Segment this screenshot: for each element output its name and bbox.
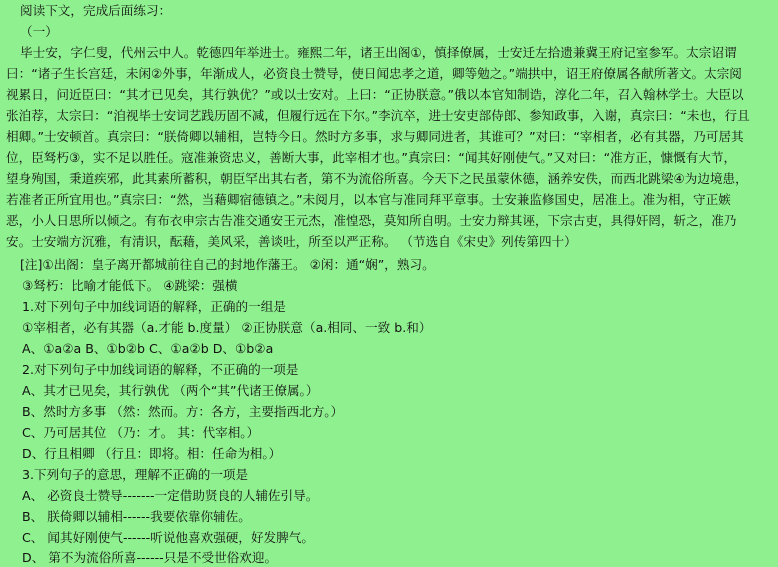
note-line: [注]①出阁：皇子离开都城前往自己的封地作藩王。 ②闲：通“娴”，熟习。 bbox=[20, 257, 435, 272]
passage-line: 相卿。”士安顿首。真宗曰：“朕倚卿以辅相，岂特今日。然时方多事，求与卿同进者，其谁可？”对曰：“宰相者，必有其器，乃可居其 bbox=[6, 129, 744, 144]
question-3-option-a: A、 必资良士赞导-------一定借助贤良的人辅佐引导。 bbox=[22, 488, 319, 503]
question-1-options: A、①a②a B、①b②b C、①a②b D、①b②a bbox=[22, 341, 274, 356]
passage-line: 位，臣驽朽③，实不足以胜任。寇准兼资忠义，善断大事，此宰相才也。”真宗曰：“闻其好刚使气。”又对曰：“准方正，慷慨有大节， bbox=[6, 150, 737, 165]
passage-line: 曰：“诸子生长宫廷，未闲②外事，年渐成人，必资良士赞导，使日闻忠孝之道，卿等勉之。”端拱中，诏王府僚属各献所著文。太宗阅 bbox=[6, 66, 742, 81]
question-1-stem: 1.对下列句子中加线词语的解释，正确的一组是 bbox=[22, 299, 286, 314]
question-3-stem: 3.下列句子的意思，理解不正确的一项是 bbox=[22, 467, 249, 482]
section-number: （一） bbox=[20, 24, 58, 39]
passage-line: 毕士安，字仁叟，代州云中人。乾德四年举进士。雍熙二年，诸王出阁①，慎择僚属，士安迁左拾遗兼冀王府记室参军。太宗诏谓 bbox=[20, 45, 737, 60]
passage-line: 恶，小人日思所以倾之。有布衣申宗古告准交通安王元杰，准惶恐，莫知所自明。士安力辩其诬，下宗古吏，具得奸罔，斩之，准乃 bbox=[6, 213, 737, 228]
question-3-option-c: C、 闻其好刚使气------听说他喜欢强硬，好发脾气。 bbox=[22, 530, 314, 545]
question-2-stem: 2.对下列句子中加线词语的解释，不正确的一项是 bbox=[22, 362, 299, 377]
question-1-items: ①宰相者，必有其器（a.才能 b.度量） ②正协朕意（a.相同、一致 b.和） bbox=[22, 320, 432, 335]
question-2-option-d: D、行且相卿 （行且：即将。相：任命为相。） bbox=[22, 446, 282, 461]
passage-line: 安。士安端方沉雅，有清识，酝藉，美风采，善谈吐，所至以严正称。 （节选自《宋史》列传第四十） bbox=[6, 234, 577, 249]
question-3-option-d: D、 第不为流俗所喜------只是不受世俗欢迎。 bbox=[22, 550, 278, 565]
question-3-option-b: B、 朕倚卿以辅相------我要依靠你辅佐。 bbox=[22, 509, 251, 524]
instruction-heading: 阅读下文，完成后面练习： bbox=[20, 3, 172, 18]
question-2-option-a: A、其才已见矣，其行孰优 （两个“其”代诸王僚属。） bbox=[22, 383, 319, 398]
passage-line: 望身殉国，秉道疾邪，此其素所蓄积，朝臣罕出其右者，第不为流俗所喜。今天下之民虽蒙休德，涵养安佚，而西北跳梁④为边境患， bbox=[6, 171, 748, 186]
question-2-option-b: B、然时方多事 （然：然而。方：各方，主要指西北方。） bbox=[22, 404, 344, 419]
passage-line: 若准者正所宜用也。”真宗曰：“然，当藉卿宿德镇之。”未阅月，以本官与准同拜平章事。士安兼监修国史，居准上。准为相，守正嫉 bbox=[6, 192, 731, 207]
passage-line: 张洎荐，太宗曰：“洎视毕士安词艺践历固不减，但履行远在下尔。”李沆卒，进士安吏部侍郎、参知政事，入谢，真宗曰：“未也，行且 bbox=[6, 108, 750, 123]
passage-line: 视累日，问近臣曰：“其才已见矣，其行孰优？”或以士安对。上曰：“正协朕意。”俄以本官知制诰，淳化二年，召入翰林学士。大臣以 bbox=[6, 87, 744, 102]
question-2-option-c: C、乃可居其位 （乃：才。 其：代宰相。） bbox=[22, 425, 260, 440]
note-line: ③驽朽：比喻才能低下。 ④跳梁：强横 bbox=[22, 278, 238, 293]
